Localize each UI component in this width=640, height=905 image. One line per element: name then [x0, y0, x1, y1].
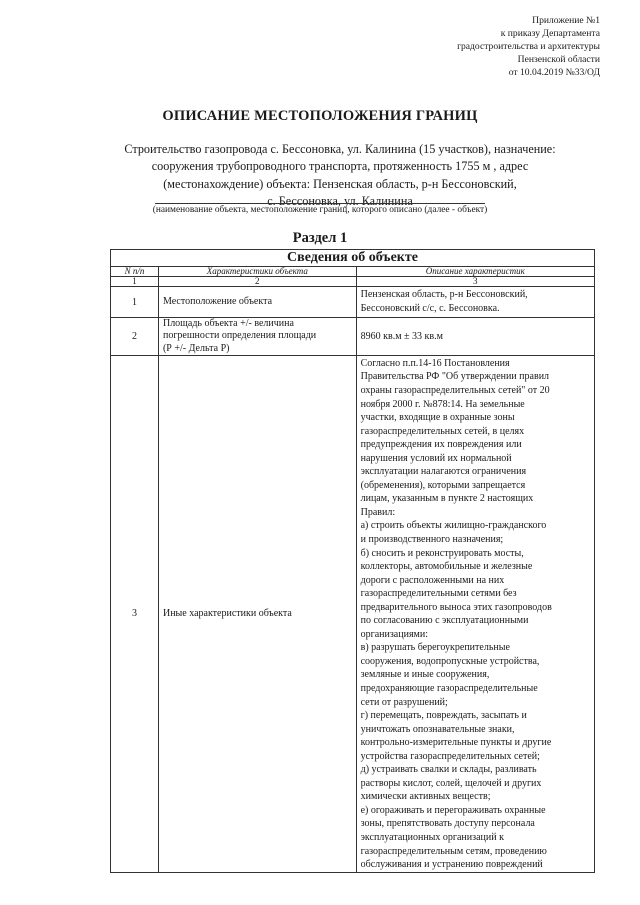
- column-number: 3: [356, 277, 594, 287]
- table-row: [111, 287, 595, 318]
- description-line: с. Бессоновка, ул. Калинина: [267, 193, 413, 208]
- value-line: растворы кислот, солей, щелочей и других: [360, 777, 542, 789]
- row-value: [356, 355, 594, 872]
- value-line: г) перемещать, повреждать, засыпать и: [360, 710, 527, 722]
- value-line: д) устраивать свалки и склады, разливать: [360, 764, 537, 776]
- description-caption: (наименование объекта, местоположение границ, которого описано (далее - объект): [152, 205, 488, 215]
- value-line: Правил:: [360, 506, 396, 518]
- characteristic-line: Площадь объекта +/- величина: [162, 318, 294, 329]
- value-line: 8960 кв.м ± 33 кв.м: [360, 330, 443, 342]
- table-caption: Сведения об объекте: [111, 250, 595, 267]
- description-line: Строительство газопровода с. Бессоновка, ул. Калинина (15 участков), назначение:: [124, 142, 556, 156]
- value-line: зоны, препятствовать доступу персонала: [360, 818, 535, 830]
- value-line: сооружения, водопропускные устройства,: [360, 655, 540, 667]
- value-line: Пензенская область, р-н Бессоновский,: [360, 289, 528, 301]
- object-info-table: [110, 249, 595, 873]
- column-header-description: Описание характеристик: [356, 267, 594, 277]
- row-characteristic: [158, 355, 356, 872]
- value-line: ноября 2000 г. №878:14. На земельные: [360, 398, 525, 410]
- characteristic-line: (Р +/- Дельта Р): [162, 342, 230, 354]
- column-header-number: N п/п: [111, 267, 159, 277]
- table-row: [111, 355, 595, 872]
- value-line: Бессоновский с/с, с. Бессоновка.: [360, 303, 500, 314]
- value-line: газораспределительными сетями без: [360, 588, 517, 600]
- object-description: [100, 141, 580, 210]
- value-line: охраны газораспределительных сетей" от 20: [360, 384, 550, 396]
- value-line: предупреждения их повреждения или: [360, 439, 522, 451]
- description-line: сооружения трубопроводного транспорта, протяженность 1755 м , адрес: [151, 159, 529, 174]
- characteristic-line: Местоположение объекта: [162, 295, 273, 307]
- characteristic-line: погрешности определения площади: [162, 330, 317, 342]
- column-number: 1: [111, 277, 159, 287]
- value-line: контрольно-измерительные пункты и другие: [360, 737, 552, 749]
- value-line: (обременения), которыми запрещается: [360, 479, 526, 491]
- value-line: предварительного выноса этих газопроводов: [360, 601, 552, 613]
- row-characteristic: [158, 318, 356, 356]
- row-number: 1: [111, 287, 159, 318]
- appendix-line: Пензенской области: [517, 54, 600, 65]
- value-line: земляные и иные сооружения,: [360, 669, 490, 681]
- value-line: по согласованию с эксплуатационными: [360, 615, 529, 627]
- description-line: (местонахождение) объекта: Пензенская область, р-н Бессоновский,: [163, 176, 517, 191]
- appendix-line: к приказу Департамента: [500, 28, 600, 39]
- value-line: Правительства РФ "Об утверждении правил: [360, 371, 550, 383]
- value-line: организациями:: [360, 628, 429, 640]
- value-line: газораспределительным сетям, проведению: [360, 845, 547, 857]
- appendix-line: градостроительства и архитектуры: [457, 41, 600, 52]
- value-line: устройства газораспределительных сетей;: [360, 750, 540, 762]
- value-line: коллекторы, автомобильные и железные: [360, 561, 533, 573]
- value-line: обслуживания и устранению повреждений: [360, 859, 543, 871]
- column-number: 2: [158, 277, 356, 287]
- row-value: [356, 318, 594, 356]
- value-line: а) строить объекты жилищно-гражданского: [360, 520, 547, 532]
- row-value: [356, 287, 594, 318]
- appendix-line: от 10.04.2019 №33/ОД: [508, 67, 600, 78]
- value-line: уничтожать опознавательные знаки,: [360, 723, 515, 735]
- appendix-line: Приложение №1: [532, 15, 600, 26]
- value-line: и производственного назначения;: [360, 534, 504, 545]
- row-number: 2: [111, 318, 159, 356]
- section-title: Раздел 1: [292, 230, 348, 246]
- document-title: ОПИСАНИЕ МЕСТОПОЛОЖЕНИЯ ГРАНИЦ: [162, 108, 478, 124]
- value-line: химически активных веществ;: [360, 791, 491, 803]
- value-line: в) разрушать берегоукрепительные: [360, 642, 510, 654]
- value-line: эксплуатационных организаций к: [360, 832, 504, 844]
- row-characteristic: [158, 287, 356, 318]
- column-header-characteristic: Характеристики объекта: [158, 267, 356, 277]
- value-line: предохраняющие газораспределительные: [360, 683, 538, 695]
- value-line: б) сносить и реконструировать мосты,: [360, 547, 524, 559]
- table-row: [111, 318, 595, 356]
- value-line: эксплуатации налагаются ограничения: [360, 466, 527, 478]
- row-number: 3: [111, 355, 159, 872]
- value-line: участки, входящие в охранные зоны: [360, 412, 515, 424]
- value-line: сети от разрушений;: [360, 696, 448, 708]
- appendix-header: [300, 14, 600, 79]
- value-line: лицам, указанным в пункте 2 настоящих: [360, 493, 534, 505]
- value-line: нарушения условий их нормальной: [360, 452, 512, 464]
- characteristic-line: Иные характеристики объекта: [162, 607, 292, 619]
- value-line: дороги с расположенными на них: [360, 574, 505, 586]
- description-underline: [155, 203, 485, 204]
- value-line: газораспределительных сетей, в целях: [360, 425, 525, 437]
- value-line: е) огораживать и перегораживать охранные: [360, 804, 546, 816]
- value-line: Согласно п.п.14-16 Постановления: [360, 357, 510, 369]
